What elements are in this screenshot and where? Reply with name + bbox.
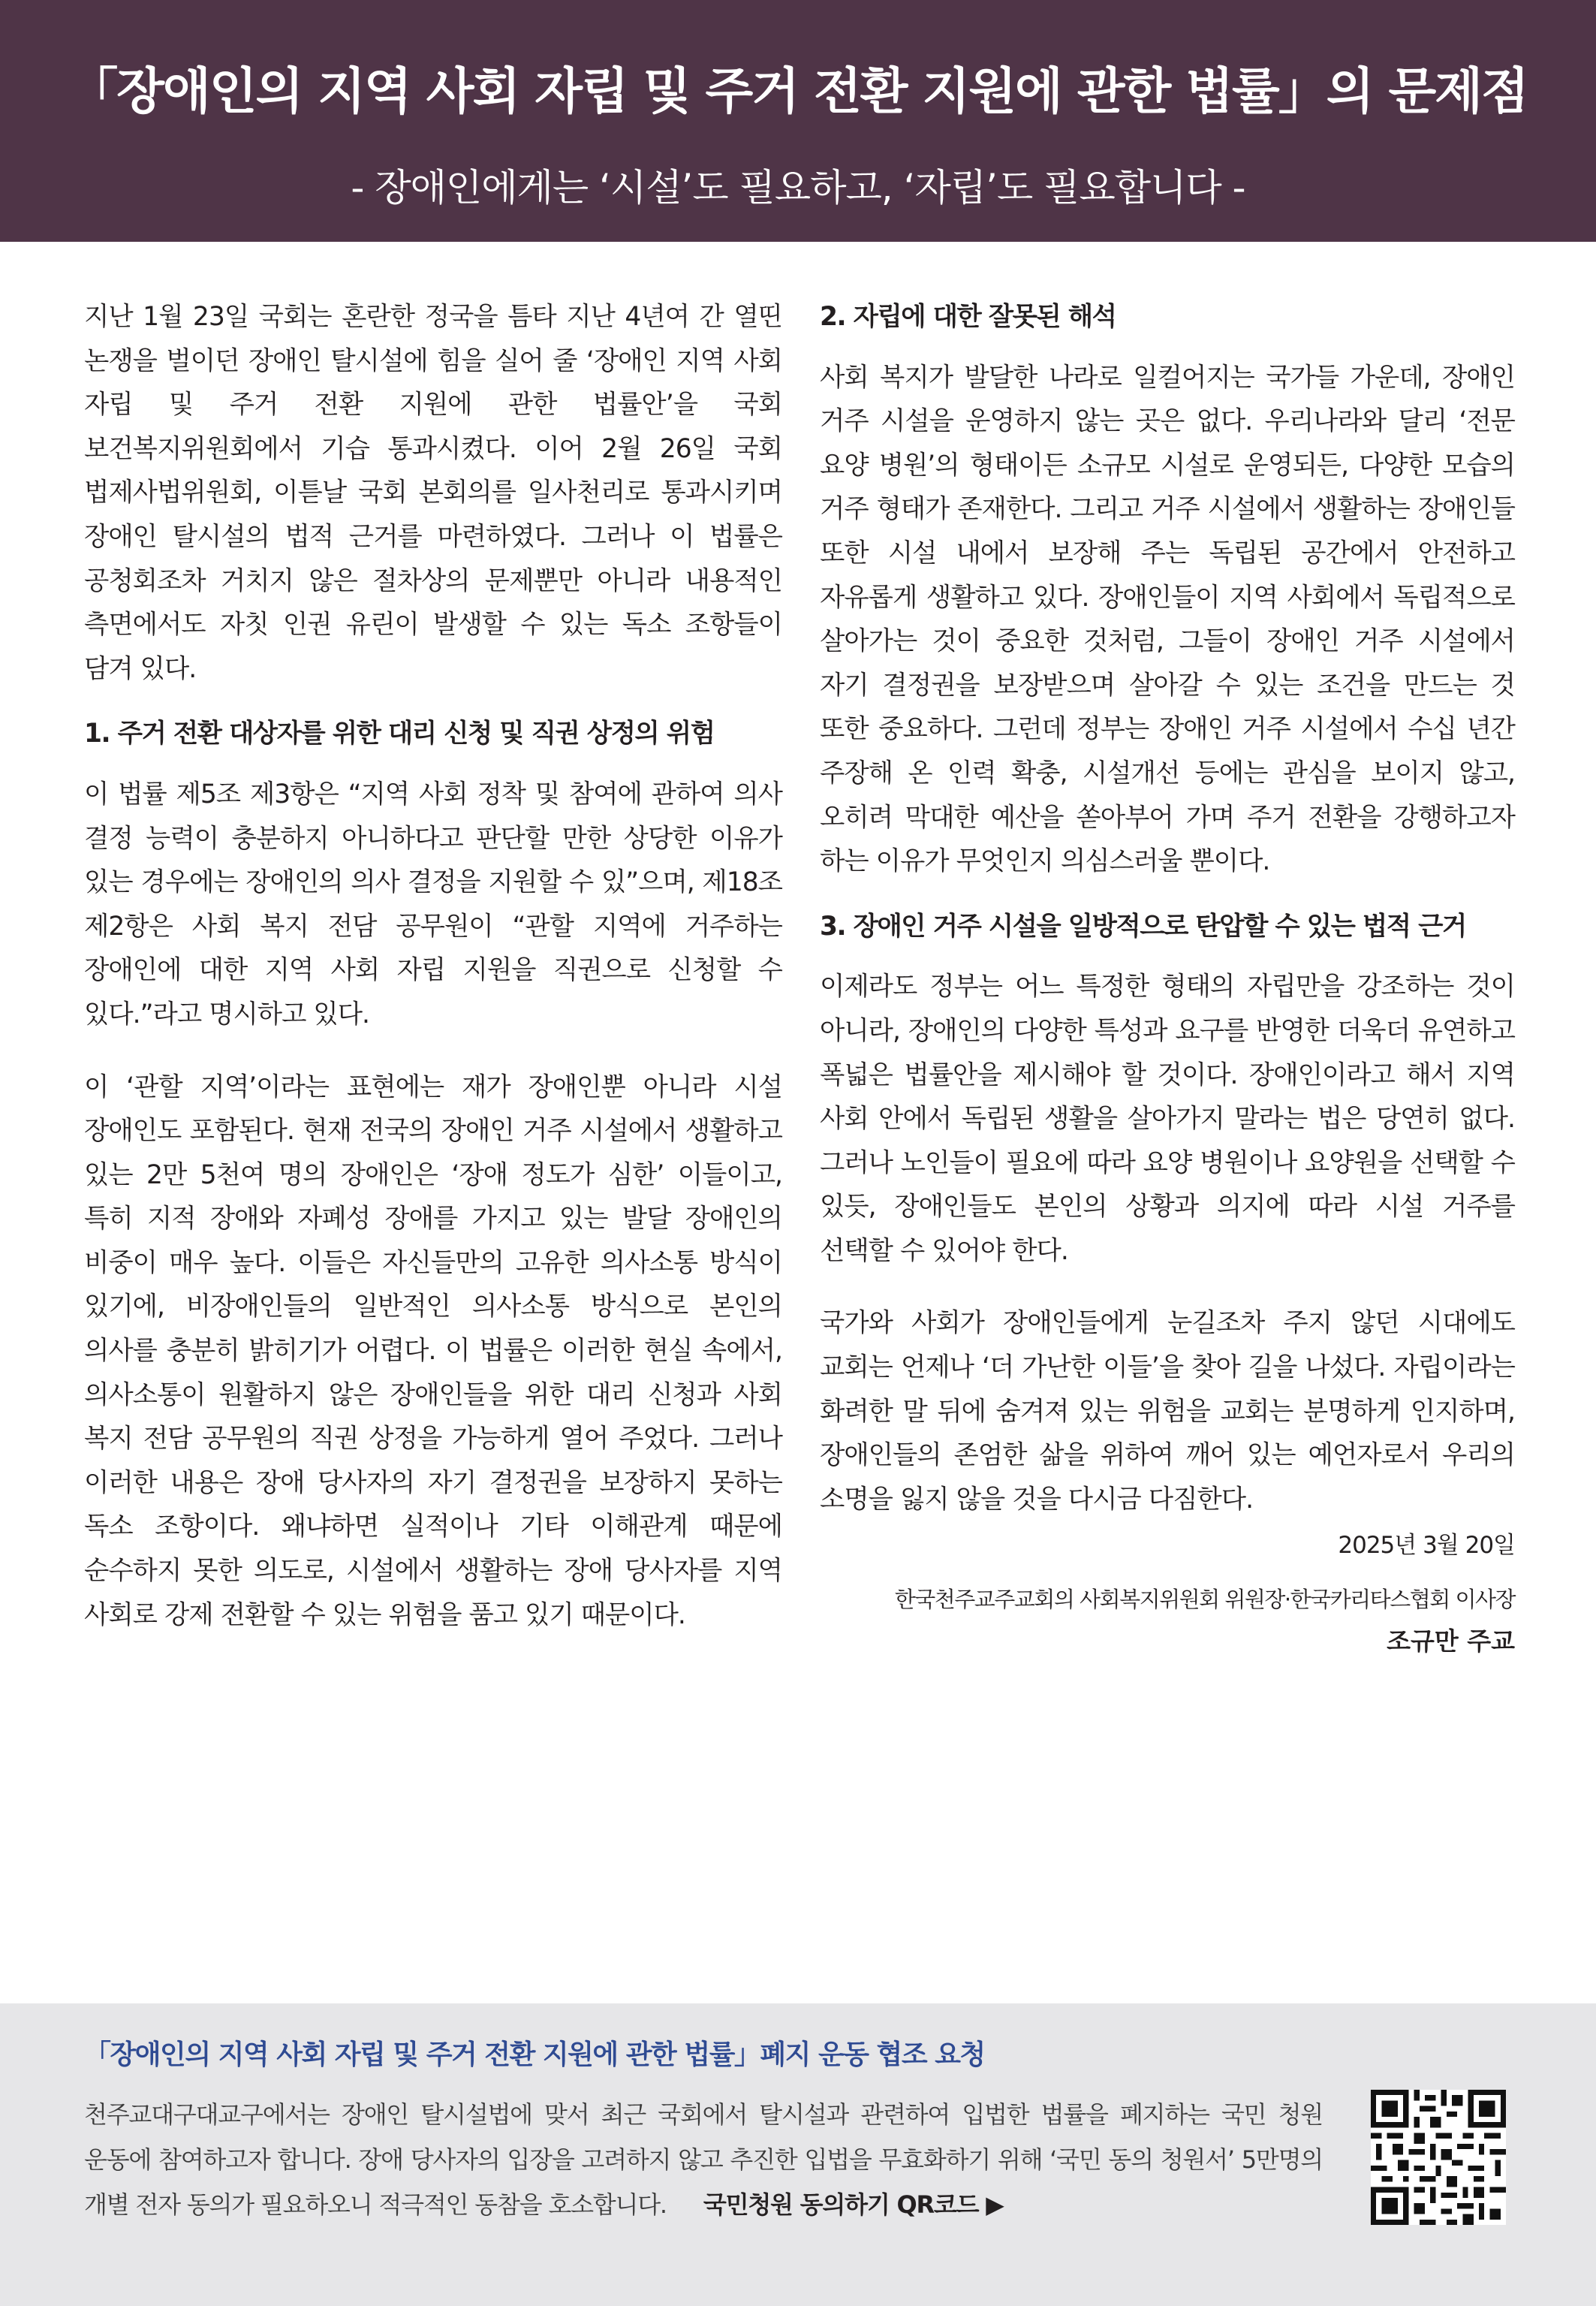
petition-body (84, 2092, 1323, 2227)
section-1-paragraph-2: 이 ‘관할 지역’이라는 표현에는 재가 장애인뿐 아니라 시설 장애인도 포함된다. 현재 전국의 장애인 거주 시설에서 생활하고 있는 2만 5천여 명의 장애인은 ‘장애 정도가 심한’ 이들이고, 특히 지적 장애와 자폐성 장애를 가지고 있는 발달 장애인의 비중이 매우 높다. 이들은 자신들만의 고유한 의사소통 방식이 있기에, 비장애인들의 일반적인 의사소통 방식으로 본인의 의사를 충분히 밝히기가 어렵다. 이 법률은 이러한 현실 속에서, 의사소통이 원활하지 않은 장애인들을 위한 대리 신청과 사회 복지 전담 공무원의 직권 상정을 가능하게 열어 주었다. 그러나 이러한 내용은 장애 당사자의 자기 결정권을 보장하지 못하는 독소 조항이다. 왜냐하면 실적이나 기타 이해관계 때문에 순수하지 못한 의도로, 시설에서 생활하는 장애 당사자를 지역 사회로 강제 전환할 수 있는 위험을 품고 있기 때문이다. (84, 1072, 782, 1630)
author-role: 한국천주교주교회의 사회복지위원회 위원장·한국카리타스협회 이사장 (894, 1587, 1515, 1613)
section-1-paragraph-1: 이 법률 제5조 제3항은 “지역 사회 정착 및 참여에 관하여 의사 결정 능력이 충분하지 아니하다고 판단할 만한 상당한 이유가 있는 경우에는 장애인의 의사 결정을 지원할 수 있”으며, 제18조 제2항은 사회 복지 전담 공무원이 “관할 지역에 거주하는 장애인에 대한 지역 사회 자립 지원을 직권으로 신청할 수 있다.”라고 명시하고 있다. (84, 779, 782, 1029)
section-3-paragraph-2: 국가와 사회가 장애인들에게 눈길조차 주지 않던 시대에도 교회는 언제나 ‘더 가난한 이들’을 찾아 길을 나섰다. 자립이라는 화려한 말 뒤에 숨겨져 있는 위험을 교회는 분명하게 인지하며, 장애인들의 존엄한 삶을 위하여 깨어 있는 예언자로서 우리의 소명을 잃지 않을 것을 다시금 다짐한다. (820, 1308, 1515, 1515)
section-2-paragraph: 사회 복지가 발달한 나라로 일컬어지는 국가들 가운데, 장애인 거주 시설을 운영하지 않는 곳은 없다. 우리나라와 달리 ‘전문 요양 병원’의 형태이든 소규모 시설로 운영되든, 다양한 모습의 거주 형태가 존재한다. 그리고 거주 시설에서 생활하는 장애인들 또한 시설 내에서 보장해 주는 독립된 공간에서 안전하고 자유롭게 생활하고 있다. 장애인들이 지역 사회에서 독립적으로 살아가는 것이 중요한 것처럼, 그들이 장애인 거주 시설에서 자기 결정권을 보장받으며 살아갈 수 있는 조건을 만드는 것 또한 중요하다. 그런데 정부는 장애인 거주 시설에서 수십 년간 주장해 온 인력 확충, 시설개선 등에는 관심을 보이지 않고, 오히려 막대한 예산을 쏟아부어 가며 주거 전환을 강행하고자 하는 이유가 무엇인지 의심스러울 뿐이다. (820, 362, 1515, 877)
right-column (820, 295, 1515, 1662)
page-subtitle: - 장애인에게는 ‘시설’도 필요하고, ‘자립’도 필요합니다 - (351, 166, 1245, 209)
intro-paragraph: 지난 1월 23일 국회는 혼란한 정국을 틈타 지난 4년여 간 열띤 논쟁을 벌이던 장애인 탈시설에 힘을 실어 줄 ‘장애인 지역 사회 자립 및 주거 전환 지원에 관한 법률안’을 국회 보건복지위원회에서 기습 통과시켰다. 이어 2월 26일 국회 법제사법위원회, 이튿날 국회 본회의를 일사천리로 통과시키며 장애인 탈시설의 법적 근거를 마련하였다. 그러나 이 법률은 공청회조차 거치지 않은 절차상의 문제뿐만 아니라 내용적인 측면에서도 자칫 인권 유린이 발생할 수 있는 독소 조항들이 담겨 있다. (84, 302, 782, 684)
petition-qr-code-icon[interactable] (1371, 2090, 1506, 2225)
section-3-paragraph-1: 이제라도 정부는 어느 특정한 형태의 자립만을 강조하는 것이 아니라, 장애인의 다양한 특성과 요구를 반영한 더욱더 유연하고 폭넓은 법률안을 제시해야 할 것이다. 장애인이라고 해서 지역 사회 안에서 독립된 생활을 살아가지 말라는 법은 당연히 없다. 그러나 노인들이 필요에 따라 요양 병원이나 요양원을 선택할 수 있듯, 장애인들도 본인의 상황과 의지에 따라 시설 거주를 선택할 수 있어야 한다. (820, 972, 1515, 1266)
qr-label: 국민청원 동의하기 QR코드 ▶ (703, 2190, 1004, 2219)
petition-title: 「장애인의 지역 사회 자립 및 주거 전환 지원에 관한 법률」폐지 운동 협조 요청 (84, 2039, 985, 2070)
petition-text: 천주교대구대교구에서는 장애인 탈시설법에 맞서 최근 국회에서 탈시설과 관련하여 입법한 법률을 폐지하는 국민 청원 운동에 참여하고자 합니다. 장애 당사자의 입장을 고려하지 않고 추진한 입법을 무효화하기 위해 ‘국민 동의 청원서’ 5만명의 개별 전자 동의가 필요하오니 적극적인 동참을 호소합니다. (84, 2100, 1323, 2219)
section-heading-3: 3. 장애인 거주 시설을 일방적으로 탄압할 수 있는 법적 근거 (820, 911, 1466, 942)
author-name: 조규만 주교 (1387, 1626, 1515, 1656)
page-title: 「장애인의 지역 사회 자립 및 주거 전환 지원에 관한 법률」의 문제점 (68, 62, 1528, 120)
section-heading-2: 2. 자립에 대한 잘못된 해석 (820, 302, 1116, 332)
petition-footer (0, 2003, 1596, 2306)
header-banner (0, 0, 1596, 242)
left-column (84, 295, 782, 1637)
document-date: 2025년 3월 20일 (1338, 1532, 1515, 1560)
section-heading-1: 1. 주거 전환 대상자를 위한 대리 신청 및 직권 상정의 위험 (84, 719, 715, 749)
